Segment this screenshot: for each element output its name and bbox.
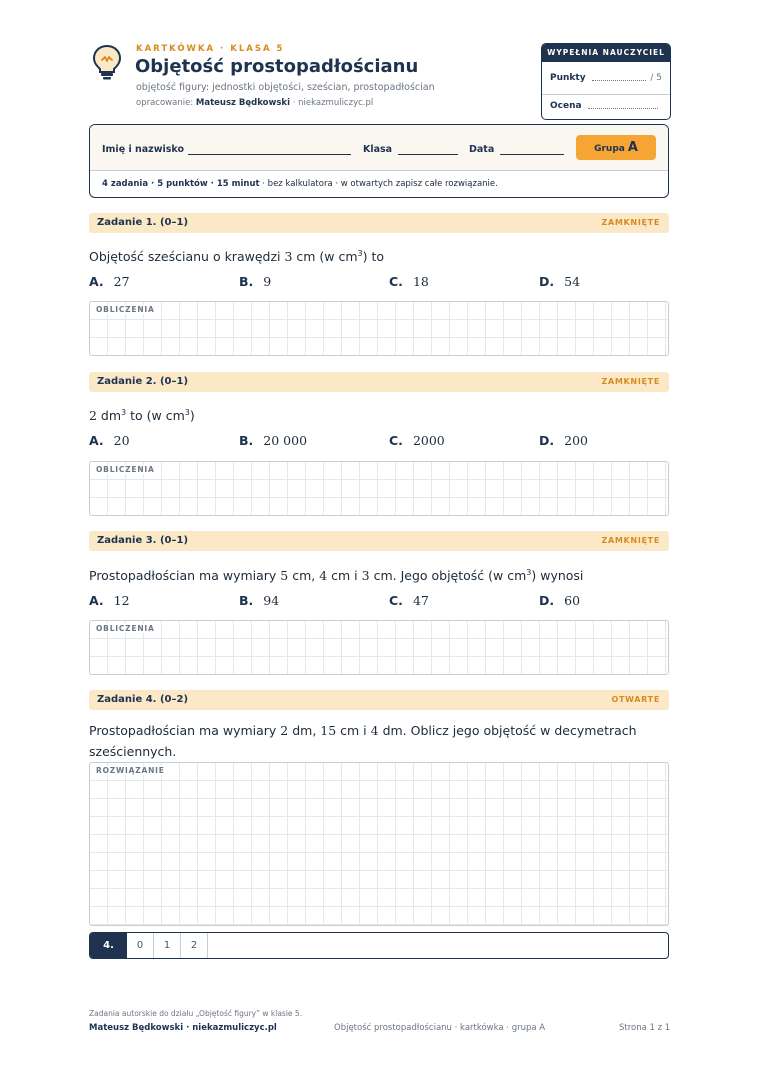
page-subtitle: objętość figury: jednostki objętości, sześcian, prostopadłościan — [136, 82, 435, 93]
option-letter: A. — [89, 593, 104, 608]
author-prefix: opracowanie: — [136, 98, 194, 108]
worksheet-kicker: KARTKÓWKA · KLASA 5 — [136, 44, 285, 54]
task-4-score-number: 4. — [90, 933, 127, 958]
option-letter: B. — [239, 433, 254, 448]
task-1-q-number: 3 — [284, 249, 293, 265]
points-row — [550, 73, 662, 83]
score-option-1[interactable]: 1 — [154, 933, 181, 958]
task-2-answers — [89, 433, 669, 451]
task-2-q-text: to (w cm — [126, 408, 185, 424]
test-info-bold: 4 zadania · 5 punktów · 15 minut — [102, 179, 260, 189]
task-3-work-label: OBLICZENIA — [96, 624, 155, 633]
task-3-option-b[interactable] — [239, 593, 279, 608]
task-2-header — [89, 372, 669, 392]
option-value: 54 — [564, 274, 581, 289]
name-label: Imię i nazwisko — [102, 144, 184, 155]
option-value: 47 — [412, 593, 429, 608]
task-3-q-exponent: 3 — [526, 568, 532, 577]
task-2-q-exponent: 3 — [121, 408, 127, 417]
option-letter: D. — [539, 433, 555, 448]
task-4-q-number-3: 4 — [370, 723, 379, 738]
option-value: 12 — [113, 593, 130, 608]
option-letter: A. — [89, 274, 104, 289]
task-2-option-a[interactable] — [89, 433, 130, 448]
option-value: 18 — [412, 274, 429, 289]
task-3-q-unit-3: cm. Jego objętość (w cm — [369, 568, 527, 584]
class-label: Klasa — [363, 144, 393, 155]
task-3-q-end: ) wynosi — [531, 568, 584, 584]
task-3-answers — [89, 593, 669, 611]
task-2-q-unit: dm — [96, 408, 122, 424]
task-1-question — [89, 243, 669, 267]
task-2-q-end: ) — [189, 408, 195, 424]
option-value: 20 000 — [263, 433, 308, 448]
author-name: Mateusz Będkowski — [195, 98, 291, 108]
task-1-q-text: Objętość sześcianu o krawędzi — [89, 249, 285, 265]
grade-row — [550, 101, 662, 111]
option-value: 27 — [113, 274, 130, 289]
option-value: 9 — [263, 274, 272, 289]
task-3-option-a[interactable] — [89, 593, 130, 608]
task-2-title: Zadanie 2. (0–1) — [97, 376, 189, 387]
option-value: 200 — [564, 433, 588, 448]
author-site: · niekazmuliczyc.pl — [292, 98, 374, 108]
task-3-option-d[interactable] — [539, 593, 580, 608]
task-1-q-exponent: 3 — [357, 249, 363, 258]
points-label: Punkty — [550, 73, 586, 83]
option-value: 94 — [263, 593, 280, 608]
task-1-answers — [89, 274, 669, 292]
task-3-q-unit-1: cm, — [288, 568, 320, 584]
task-4-q-text-2: dm. Oblicz jego objętość w decymetrach — [378, 723, 637, 738]
lightbulb-logo-icon — [91, 44, 123, 80]
task-3-work-area[interactable] — [89, 620, 669, 675]
task-1-header — [89, 213, 669, 233]
task-1-q-unit: cm (w cm — [292, 249, 358, 265]
task-2-work-label: OBLICZENIA — [96, 465, 155, 474]
group-value: A — [627, 140, 638, 155]
task-4-q-unit-1: dm, — [288, 723, 321, 738]
teacher-box-title: WYPEŁNIA NAUCZYCIEL — [542, 44, 670, 62]
task-3-q-number-1: 5 — [280, 568, 289, 584]
task-3-q-number-3: 3 — [361, 568, 370, 584]
task-2-type: ZAMKNIĘTE — [601, 377, 660, 386]
teacher-box-divider — [542, 94, 670, 95]
group-label: Grupa — [594, 144, 625, 154]
task-4-score-strip — [89, 932, 669, 959]
group-badge — [576, 135, 656, 160]
task-3-type: ZAMKNIĘTE — [601, 536, 660, 545]
task-4-type: OTWARTE — [611, 695, 660, 704]
task-1-option-b[interactable] — [239, 274, 271, 289]
student-info-box — [89, 124, 669, 198]
task-4-q-text-3: sześciennych. — [89, 744, 177, 759]
task-4-solution-label: ROZWIĄZANIE — [96, 766, 165, 775]
footer-author: Mateusz Będkowski · niekazmuliczyc.pl — [89, 1023, 277, 1033]
option-value: 2000 — [412, 433, 445, 448]
task-3-q-text: Prostopadłościan ma wymiary — [89, 568, 281, 584]
task-1-option-d[interactable] — [539, 274, 580, 289]
option-letter: C. — [389, 274, 403, 289]
task-1-work-label: OBLICZENIA — [96, 305, 155, 314]
task-3-q-unit-2: cm i — [327, 568, 362, 584]
task-3-question — [89, 562, 669, 586]
task-4-q-unit-2: cm i — [336, 723, 371, 738]
task-1-q-end: ) to — [362, 249, 385, 265]
footer-note: Zadania autorskie do działu „Objętość figury” w klasie 5. — [89, 1009, 303, 1018]
score-option-0[interactable]: 0 — [127, 933, 154, 958]
option-letter: D. — [539, 274, 555, 289]
points-field[interactable] — [592, 73, 647, 81]
option-letter: B. — [239, 274, 254, 289]
task-4-question — [89, 720, 669, 762]
task-4-title: Zadanie 4. (0–2) — [97, 694, 189, 705]
task-3-title: Zadanie 3. (0–1) — [97, 535, 189, 546]
option-letter: A. — [89, 433, 104, 448]
task-2-q-number: 2 — [89, 408, 97, 424]
task-2-option-d[interactable] — [539, 433, 588, 448]
task-4-q-text: Prostopadłościan ma wymiary — [89, 723, 281, 738]
task-4-q-number-2: 15 — [320, 723, 337, 738]
footer-page-number: Strona 1 z 1 — [619, 1023, 671, 1033]
task-1-work-area[interactable] — [89, 301, 669, 356]
page-title: Objętość prostopadłościanu — [135, 56, 419, 77]
option-letter: C. — [389, 593, 403, 608]
option-letter: B. — [239, 593, 254, 608]
task-1-option-c[interactable] — [389, 274, 429, 289]
option-letter: D. — [539, 593, 555, 608]
class-field[interactable] — [398, 154, 458, 155]
task-2-question — [89, 402, 669, 426]
score-option-2[interactable]: 2 — [181, 933, 208, 958]
task-2-option-b[interactable] — [239, 433, 307, 448]
teacher-box — [541, 43, 671, 120]
task-4-solution-area[interactable] — [89, 762, 669, 926]
task-2-option-c[interactable] — [389, 433, 445, 448]
test-info-rest: · bez kalkulatora · w otwartych zapisz całe rozwiązanie. — [262, 179, 498, 189]
test-info — [102, 179, 498, 189]
option-letter: C. — [389, 433, 403, 448]
grade-field[interactable] — [588, 101, 658, 109]
footer-title: Objętość prostopadłościanu · kartkówka · grupa A — [334, 1023, 546, 1033]
student-fields — [90, 125, 668, 171]
task-3-header — [89, 531, 669, 551]
task-2-q-exponent-2: 3 — [184, 408, 190, 417]
points-max: / 5 — [650, 73, 662, 83]
name-field[interactable] — [188, 154, 351, 155]
task-4-header — [89, 690, 669, 710]
task-1-title: Zadanie 1. (0–1) — [97, 217, 189, 228]
grade-label: Ocena — [550, 101, 582, 111]
option-value: 20 — [113, 433, 130, 448]
author-line — [136, 98, 373, 108]
task-2-work-area[interactable] — [89, 461, 669, 516]
task-4-q-number-1: 2 — [280, 723, 289, 738]
option-value: 60 — [564, 593, 581, 608]
task-1-option-a[interactable] — [89, 274, 130, 289]
task-3-option-c[interactable] — [389, 593, 429, 608]
task-3-q-number-2: 4 — [319, 568, 328, 584]
date-field[interactable] — [500, 154, 564, 155]
date-label: Data — [469, 144, 495, 155]
task-1-type: ZAMKNIĘTE — [601, 218, 660, 227]
